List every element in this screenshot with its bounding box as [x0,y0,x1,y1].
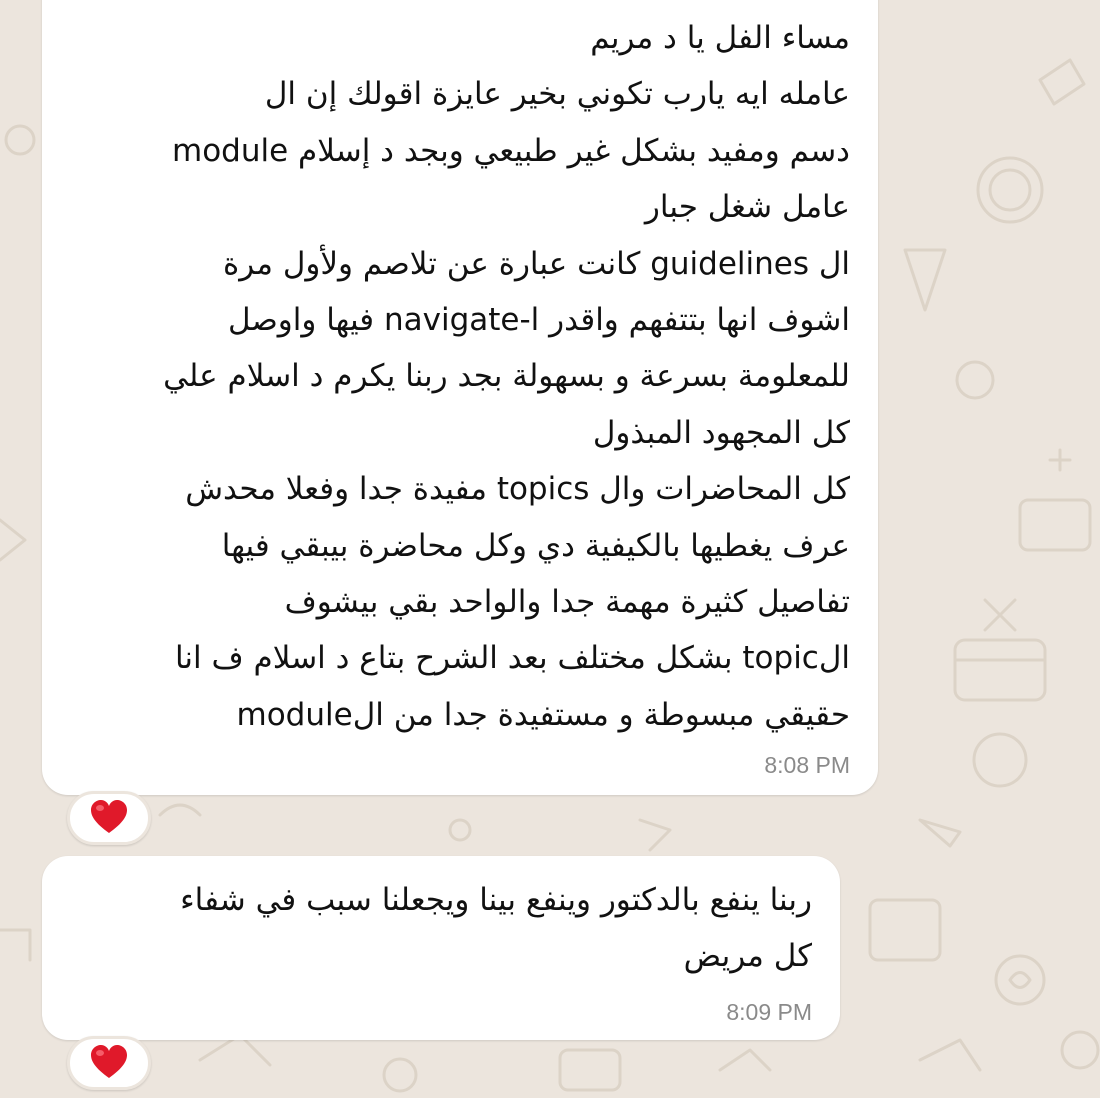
message-text: مساء الفل يا د مريم عامله ايه يارب تكوني بخير عايزة اقولك إن ال module دسم ومفيد بشكل غير طبيعي وبجد د إسلام عامل شغل جبار ال guidelines كانت عبارة عن تلاصم ولأول مرة اشوف انها بتتفهم واقدر ا-navigate فيها واوصل للمعلومة بسرعة و بسهولة بجد ربنا يكرم د اسلام علي كل المجهود المبذول كل المحاضرات وال topics مفيدة جدا وفعلا محدش عرف يغطيها بالكيفية دي وكل محاضرة بيبقي فيها تفاصيل كثيرة مهمة جدا والواحد بقي بيشوف الtopic بشكل مختلف بعد الشرح بتاع د اسلام ف انا حقيقي مبسوطة و مستفيدة جدا من الmodule [163,20,850,733]
reaction-badge[interactable] [67,1036,151,1090]
heart-icon [89,1043,129,1083]
message-bubble-incoming[interactable] [42,856,840,1040]
message-bubble-incoming[interactable] [42,0,878,795]
heart-icon [89,798,129,838]
message-timestamp: 8:08 PM [764,752,850,778]
message-text: ربنا ينفع بالدكتور وينفع بينا ويجعلنا سبب في شفاء كل مريض [180,882,812,974]
reaction-badge[interactable] [67,791,151,845]
message-timestamp: 8:09 PM [726,999,812,1025]
